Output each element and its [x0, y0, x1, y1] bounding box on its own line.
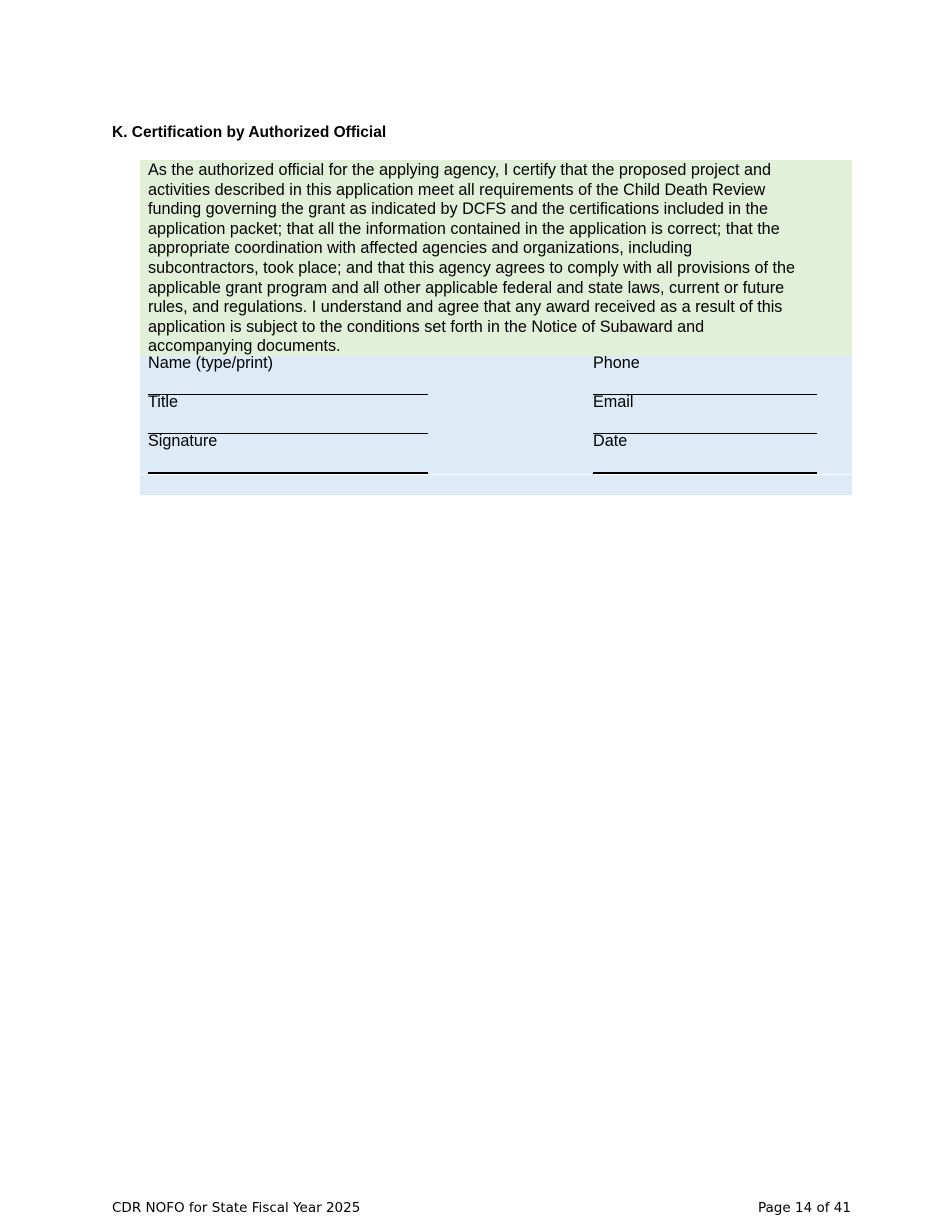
footer-document-title: CDR NOFO for State Fiscal Year 2025	[112, 1200, 361, 1216]
certification-block	[140, 160, 852, 474]
date-label: Date	[593, 432, 628, 450]
statement-line: applicable grant program and all other applicable federal and state laws, current or future	[148, 278, 785, 297]
name-label: Name (type/print)	[148, 354, 274, 372]
statement-line: application packet; that all the information contained in the application is correct; that the	[148, 219, 780, 238]
certification-statement	[140, 160, 852, 356]
phone-label: Phone	[593, 354, 640, 372]
statement-line: funding governing the grant as indicated by DCFS and the certifications included in the	[148, 200, 769, 219]
statement-line: As the authorized official for the applying agency, I certify that the proposed project and	[148, 161, 771, 179]
statement-line: subcontractors, took place; and that this agency agrees to comply with all provisions of the	[148, 258, 795, 277]
statement-line: application is subject to the conditions set forth in the Notice of Subaward and	[148, 317, 705, 336]
title-label: Title	[148, 393, 178, 411]
section-heading: K. Certification by Authorized Official	[112, 124, 387, 141]
statement-line: accompanying documents.	[148, 337, 341, 356]
email-label: Email	[593, 393, 634, 411]
statement-line: rules, and regulations. I understand and agree that any award received as a result of this	[148, 298, 783, 317]
statement-line: appropriate coordination with affected agencies and organizations, including	[148, 239, 693, 258]
signature-fields	[140, 356, 852, 474]
footer-page-number: Page 14 of 41	[758, 1200, 851, 1216]
name-line[interactable]	[148, 394, 428, 395]
fields-bottom-band	[140, 474, 852, 495]
signature-label: Signature	[148, 432, 218, 450]
statement-line: activities described in this application meet all requirements of the Child Death Review	[148, 180, 766, 199]
